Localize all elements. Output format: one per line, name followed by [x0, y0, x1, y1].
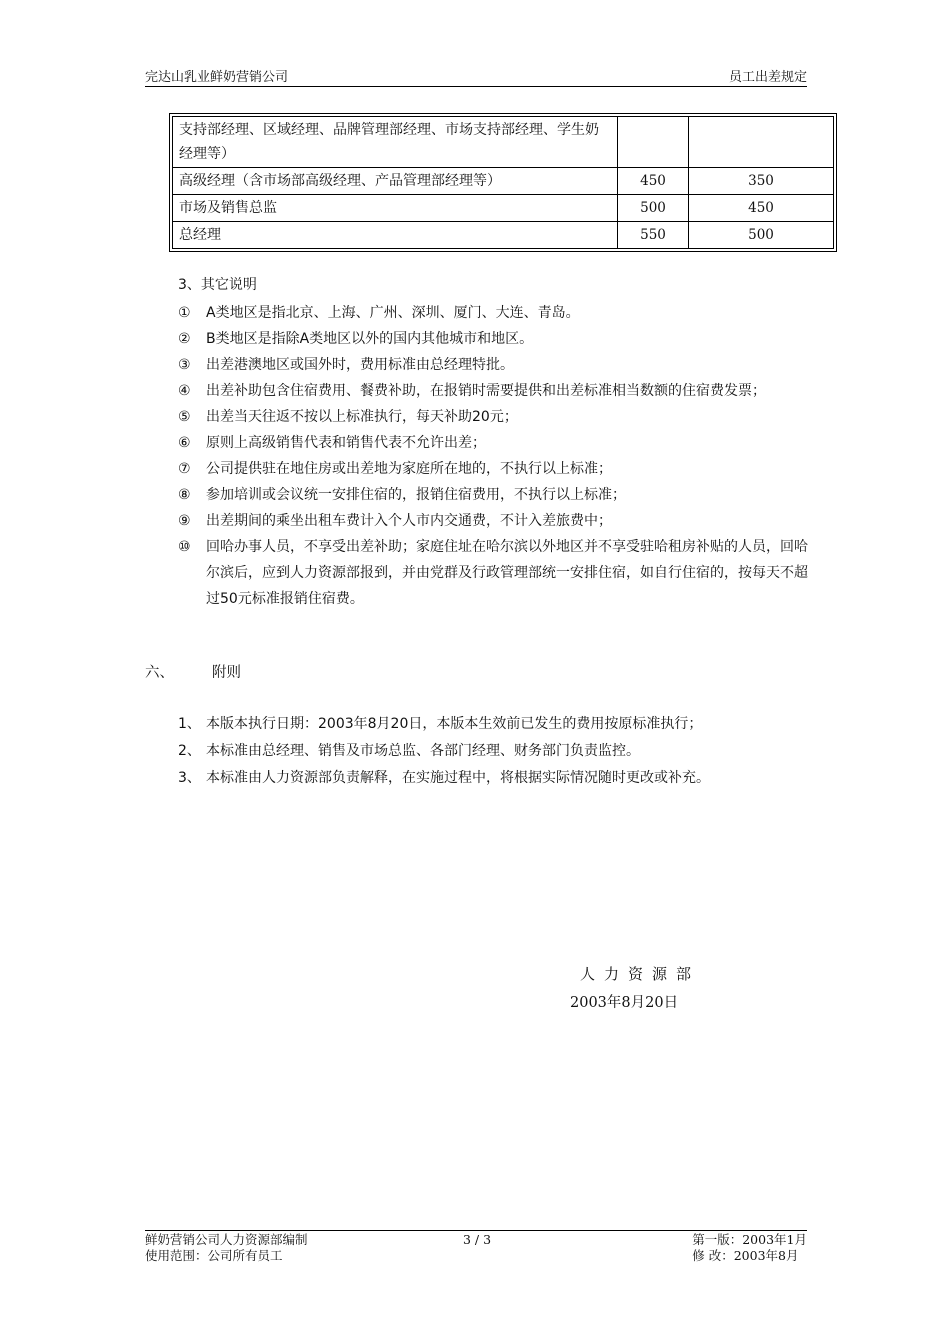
note-marker: ⑤: [178, 409, 191, 425]
list-item: [178, 482, 818, 508]
page-footer: [145, 1232, 807, 1268]
class-b-cell: 350: [689, 168, 834, 195]
note-marker: ⑨: [178, 513, 191, 529]
class-a-cell: [618, 117, 689, 168]
header-doc-title: 员工出差规定: [728, 70, 807, 85]
footer-compiled-by: 鲜奶营销公司人力资源部编制: [145, 1232, 308, 1247]
class-a-cell: 450: [618, 168, 689, 195]
table-row: [173, 168, 834, 195]
item-marker: 2、: [178, 743, 201, 759]
note-text: 公司提供驻在地住房或出差地为家庭所在地的，不执行以上标准；: [206, 461, 612, 477]
class-a-cell: 550: [618, 222, 689, 249]
note-marker: ③: [178, 357, 191, 373]
list-item: [178, 508, 818, 534]
note-text: 出差补助包含住宿费用、餐费补助，在报销时需要提供和出差标准相当数额的住宿费发票；: [206, 383, 766, 399]
note-marker: ⑧: [178, 487, 191, 503]
note-marker: ④: [178, 383, 191, 399]
list-item: [178, 456, 818, 482]
list-item: [178, 738, 818, 765]
section-3-title: 3、其它说明: [178, 277, 257, 293]
list-item: [178, 534, 818, 612]
footer-scope: 使用范围：公司所有员工: [145, 1248, 283, 1263]
note-marker: ②: [178, 331, 191, 347]
footer-right: [692, 1232, 807, 1264]
footer-edition: 第一版：2003年1月: [692, 1232, 807, 1247]
class-a-cell: 500: [618, 195, 689, 222]
footer-left: [145, 1232, 308, 1264]
list-item: [178, 765, 818, 792]
position-cell: 总经理: [173, 222, 618, 249]
section-6-title: 附则: [212, 665, 241, 681]
position-cell: 市场及销售总监: [173, 195, 618, 222]
note-text: 原则上高级销售代表和销售代表不允许出差；: [206, 435, 486, 451]
class-b-cell: [689, 117, 834, 168]
signature-date: 2003年8月20日: [570, 995, 679, 1011]
note-marker: ①: [178, 305, 191, 321]
appendix-list: [178, 711, 818, 792]
note-text: 出差港澳地区或国外时，费用标准由总经理特批。: [206, 357, 514, 373]
item-text: 本标准由人力资源部负责解释，在实施过程中，将根据实际情况随时更改或补充。: [206, 770, 710, 786]
table-row: [173, 195, 834, 222]
footer-revision: 修 改：2003年8月: [692, 1248, 799, 1263]
note-marker: ⑩: [178, 539, 191, 555]
travel-fee-table: [172, 116, 834, 249]
list-item: [178, 711, 818, 738]
note-text: 参加培训或会议统一安排住宿的，报销住宿费用，不执行以上标准；: [206, 487, 626, 503]
note-text: 回哈办事人员，不享受出差补助；家庭住址在哈尔滨以外地区并不享受驻哈租房补贴的人员，回哈尔滨后，应到人力资源部报到，并由党群及行政管理部统一安排住宿，如自行住宿的，按每天不超过50元标准报销住宿费。: [206, 539, 808, 607]
list-item: [178, 378, 818, 404]
note-marker: ⑦: [178, 461, 191, 477]
section-6-number: 六、: [145, 665, 174, 681]
notes-list: [178, 300, 818, 612]
list-item: [178, 352, 818, 378]
list-item: [178, 300, 818, 326]
note-text: A类地区是指北京、上海、广州、深圳、厦门、大连、青岛。: [206, 305, 580, 321]
footer-divider: [145, 1230, 807, 1231]
item-marker: 3、: [178, 770, 201, 786]
page-header: [145, 64, 807, 87]
note-text: 出差当天往返不按以上标准执行，每天补助20元；: [206, 409, 518, 425]
list-item: [178, 326, 818, 352]
class-b-cell: 500: [689, 222, 834, 249]
item-marker: 1、: [178, 716, 201, 732]
footer-page-number: 3 / 3: [463, 1232, 492, 1247]
item-text: 本版本执行日期：2003年8月20日，本版本生效前已发生的费用按原标准执行；: [206, 716, 703, 732]
note-marker: ⑥: [178, 435, 191, 451]
list-item: [178, 430, 818, 456]
signature-department: 人力资源部: [580, 965, 701, 983]
note-text: 出差期间的乘坐出租车费计入个人市内交通费，不计入差旅费中；: [206, 513, 612, 529]
header-company: 完达山乳业鲜奶营销公司: [145, 70, 289, 85]
table-row: [173, 117, 834, 168]
item-text: 本标准由总经理、销售及市场总监、各部门经理、财务部门负责监控。: [206, 743, 640, 759]
note-text: B类地区是指除A类地区以外的国内其他城市和地区。: [206, 331, 534, 347]
section-6-heading: [145, 661, 241, 682]
position-cell: 支持部经理、区域经理、品牌管理部经理、市场支持部经理、学生奶经理等）: [173, 117, 618, 168]
list-item: [178, 404, 818, 430]
position-cell: 高级经理（含市场部高级经理、产品管理部经理等）: [173, 168, 618, 195]
table-row: [173, 222, 834, 249]
class-b-cell: 450: [689, 195, 834, 222]
